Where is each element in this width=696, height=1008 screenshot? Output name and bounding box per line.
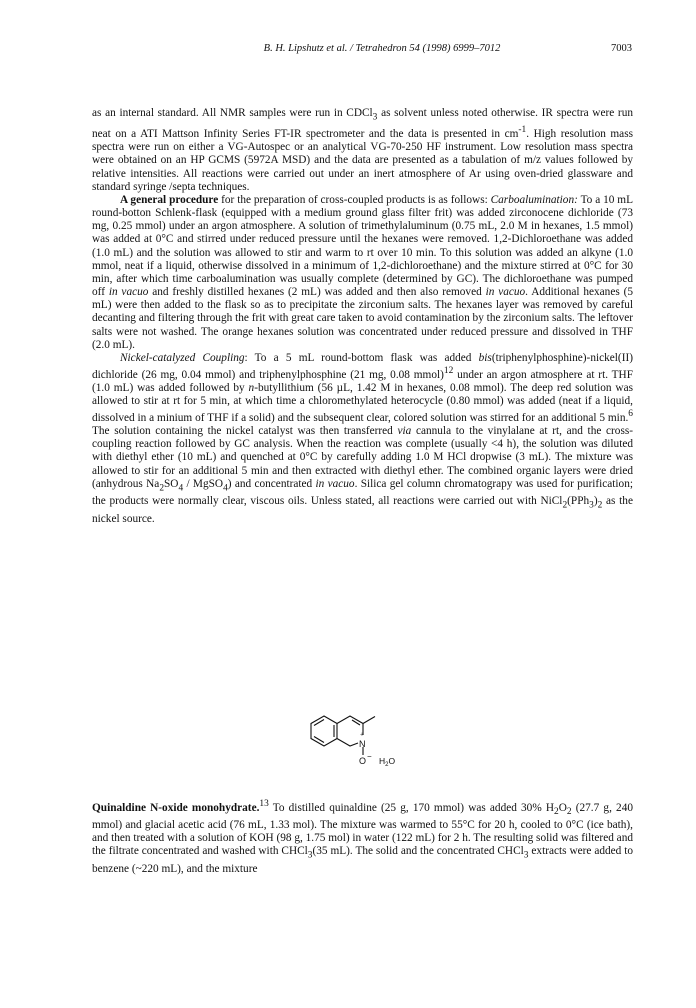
nitrogen-atom-label: N	[359, 739, 366, 749]
page-number: 7003	[611, 43, 632, 54]
quinaldine-n-oxide-structure	[300, 702, 410, 782]
o-minus-charge: −	[367, 752, 372, 761]
experimental-text	[92, 107, 633, 526]
n-plus-charge: +	[360, 730, 364, 739]
general-procedure-heading: A general procedure	[120, 193, 219, 206]
page-header	[92, 43, 632, 59]
oxygen-atom-label: O	[359, 756, 367, 766]
paragraph-nickel-coupling: Nickel-catalyzed Coupling: To a 5 mL round-bottom flask was added bis(triphenylphosphine)-nickel(II) dichloride (26 mg, 0.04 mmol) and triphenylphosphine (21 mg, 0.08 mmol)$^{12}$ under an argon atmosphere at rt. THF (1.0 mL) was added followed by n-butyllithium (56 µL, 1.42 M in hexanes, 0.08 mmol). The deep red solution was allowed to stir at rt for 5 min, at which time a chloromethylated heterocycle (0.80 mmol) was added (neat if a liquid, dissolved in a minium of THF if a solid) and the subsequent clear, colored solution was stirred for an additional 5 min.$^6$ The solution containing the nickel catalyst was then transferred via cannula to the vinylalane at rt, and the cross-coupling reaction followed by GC analysis. When the reaction was complete (usually <4 h), the solution was diluted with diethyl ether (10 mL) and quenched at 0°C by carefully adding 1.0 M HCl dropwise (3 mL). The mixture was allowed to stir for an additional 5 min and then extracted with diethyl ether. The combined organic layers were dried (anhydrous $Na_2SO_4$ / MgSO$_4$) and concentrated in vacuo. Silica gel column chromatograpy was used for purification; the products were normally clear, viscous oils. Unless stated, all reactions were carried out with $NiCl_2(PPh_3)_2$ as the nickel source.	[92, 351, 634, 525]
compound-heading: Quinaldine N-oxide monohydrate.	[92, 801, 260, 814]
paragraph-general-procedure: A general procedure for the preparation of cross-coupled products is as follows: Carboalumination: To a 10 mL round-botton Schlenk-flask (equipped with a medium ground glass filter frit) was added zirconocene dichloride (73 mg, 0.25 mmol) under an argon atmosphere. A solution of trimethylaluminum (0.75 mL, 2.0 M in hexanes, 1.5 mmol) was added at 0°C and stirred under reduced pressure until the hexanes were removed. 1,2-Dichloroethane was added (1.0 mL) and the solution was allowed to stir and warm to rt over 10 min. To this solution was added an alkyne (1.0 mmol, neat if a liquid, otherwise dissolved in a minimum of 1,2-dichloroethane) and the mixture stirred at 0°C for 30 min, after which time carboalumination was usually complete (determined by GC). The dichloroethane was pumped off in vacuo and freshly distilled hexanes (2 mL) was added and then also removed in vacuo. Additional hexanes (5 mL) were then added to the flask so as to precipitate the zirconium salts. The hexanes layer was removed by careful decanting and filtering through the frit with great care taken to avoid contamination by the zirconium salts. The leftover salts were not washed. The orange hexanes solution was concentrated under reduced pressure and dissolved in THF (2.0 mL).	[92, 193, 633, 351]
water-label: $H_2O$	[379, 756, 396, 768]
chemical-structure-drawing	[300, 702, 410, 782]
running-head: B. H. Lipshutz et al. / Tetrahedron 54 (1998) 6999–7012	[263, 43, 501, 54]
paragraph-instrumentation: as an internal standard. All NMR samples were run in CDCl$_3$ as solvent unless noted otherwise. IR spectra were run neat on a ATI Mattson Infinity Series FT-IR spectrometer and the data is presented in $cm^{-1}$. High resolution mass spectra were run on either a VG-Autospec or an analytical VG-70-250 HF instrument. Low resolution mass spectra were obtained on an HP GCMS (5972A MSD) and the data are presented as a tabulation of m/z values followed by relative intensities. All reactions were carried out under an inert atmosphere of Ar using oven-dried glassware and standard syringe /septa techniques.	[92, 107, 633, 193]
paragraph-quinaldine-n-oxide: Quinaldine N-oxide monohydrate.$^{13}$ To distilled quinaldine (25 g, 170 mmol) was added 30% $H_2O_2$ (27.7 g, 240 mmol) and glacial acetic acid (76 mL, 1.33 mol). The mixture was warmed to 55°C for 20 h, cooled to 0°C (ice bath), and then treated with a solution of KOH (98 g, 1.75 mol) in water (122 mL) for 2 h. The resulting solid was filtered and the filtrate concentrated and washed with CHCl$_3$(35 mL). The solid and the concentrated CHCl$_3$ extracts were added to benzene (~220 mL), and the mixture	[92, 799, 633, 875]
quinaldine-procedure-text	[92, 798, 633, 876]
